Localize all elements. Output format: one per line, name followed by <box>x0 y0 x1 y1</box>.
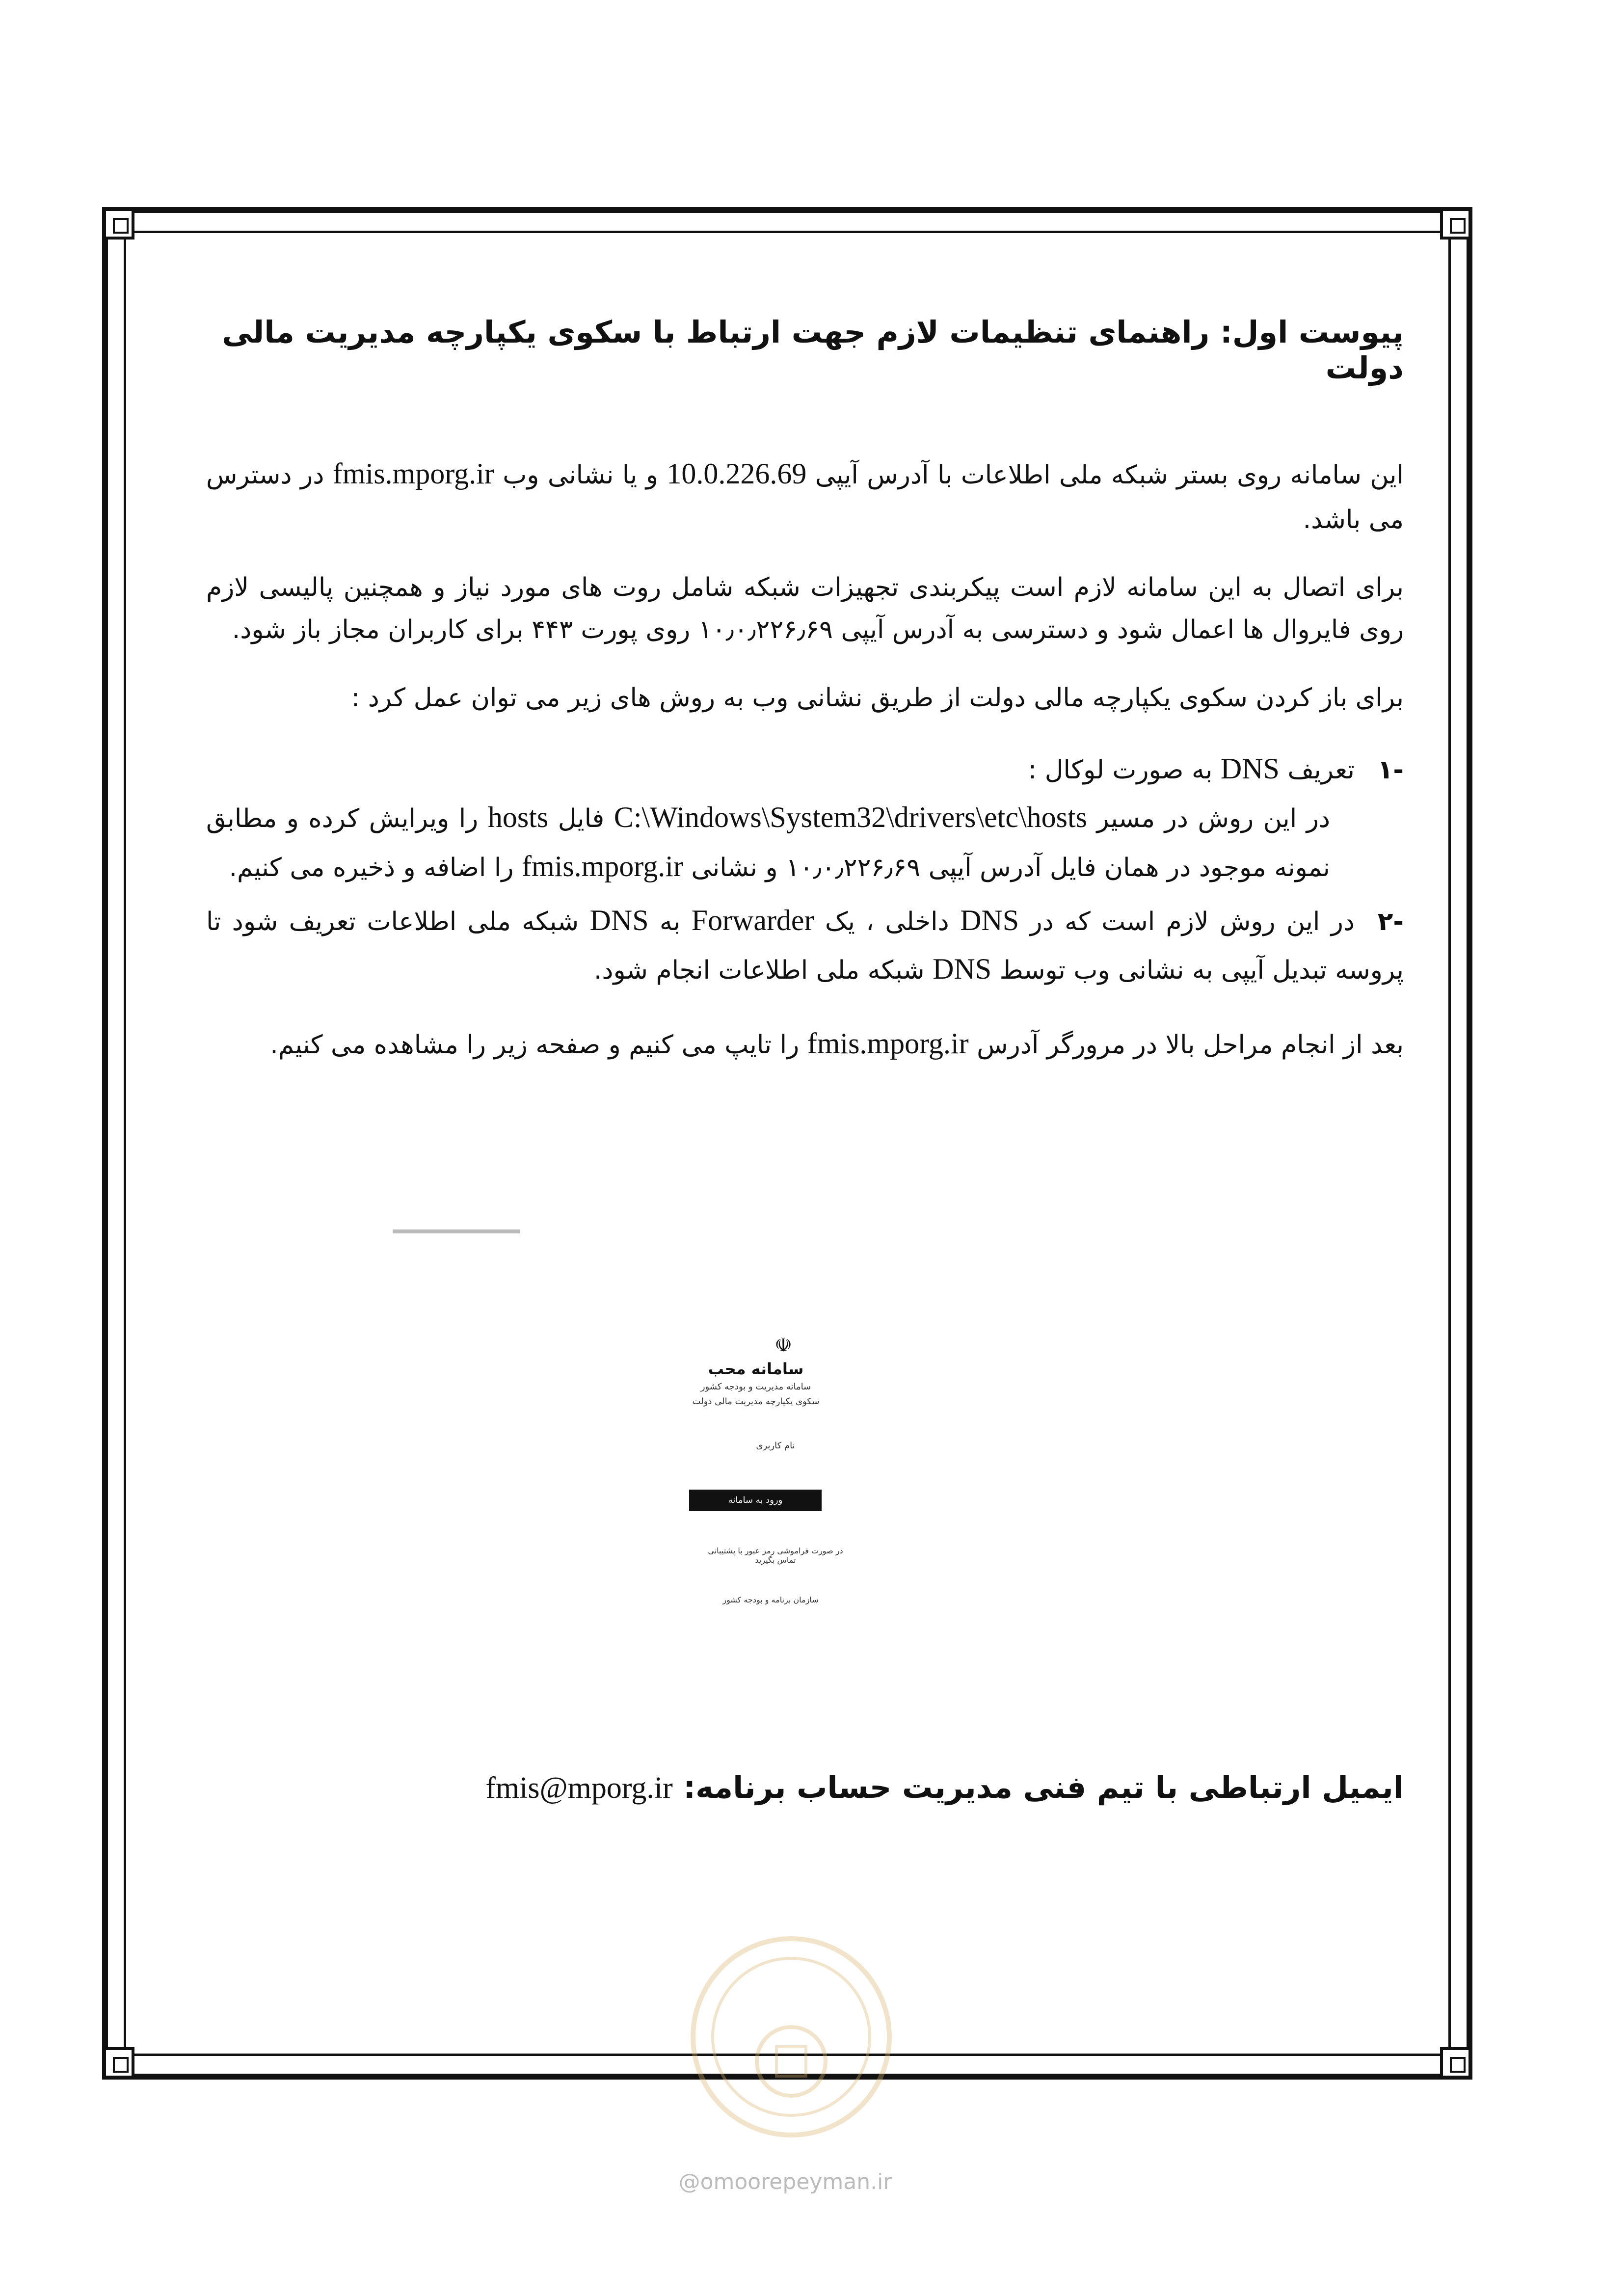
screenshot-footer: سازمان برنامه و بودجه کشور <box>722 1595 819 1604</box>
watermark-seal-icon <box>644 1914 938 2160</box>
screenshot-title: سامانه محب <box>708 1360 804 1378</box>
network-config-paragraph: برای اتصال به این سامانه لازم است پیکربندی تجهیزات شبکه شامل روت های مورد نیاز و همچنین پالیسی لازم روی فایروال ها اعمال شود و دسترسی به آدرس آیپی ۱۰٫۰٫۲۲۶٫۶۹ روی پورت ۴۴۳ برای کاربران مجاز باز شود. <box>206 572 1404 645</box>
screenshot-help-line: در صورت فراموشی رمز عبور با پشتیبانی تماس بگیرید <box>708 1546 843 1565</box>
browser-url: fmis.mporg.ir <box>807 1027 969 1060</box>
method-2-number: -۲ <box>1377 907 1404 936</box>
emblem-icon: ☫ <box>774 1334 792 1357</box>
method-1-heading-text-1: تعریف <box>1279 755 1355 785</box>
method-1-text-3: را ویرایش کرده و مطابق نمونه موجود در همان فایل آدرس آیپی ۱۰٫۰٫۲۲۶٫۶۹ و نشانی <box>206 804 1330 883</box>
frame-corner-bottom-right <box>1440 2047 1471 2079</box>
method-1-text-1: در این روش در مسیر <box>1087 804 1330 834</box>
browser-paragraph <box>206 1019 1404 1068</box>
frame-corner-top-left <box>103 208 134 240</box>
method-1-heading-dns: DNS <box>1220 752 1280 785</box>
method-1-text-4: را اضافه و ذخیره می کنیم. <box>229 853 522 883</box>
screenshot-field-label: نام کاربری <box>756 1441 795 1451</box>
document-title: پیوست اول: راهنمای تنظیمات لازم جهت ارتباط با سکوی یکپارچه مدیریت مالی دولت <box>222 314 1404 386</box>
intro-ip: 10.0.226.69 <box>667 457 807 490</box>
method-2-body <box>206 896 1404 994</box>
method-2-text-1: در این روش لازم است که در <box>1019 907 1355 936</box>
intro-paragraph <box>206 450 1404 541</box>
method-2-text-3: به <box>648 907 692 936</box>
contact-email: fmis@mporg.ir <box>485 1771 673 1805</box>
method-1-heading-text-2: به صورت لوکال : <box>1028 755 1221 785</box>
method-2-text-2: داخلی ، یک <box>814 907 961 936</box>
intro-text-2: و یا نشانی وب <box>494 460 667 490</box>
screenshot-subtitle-2: سکوی یکپارچه مدیریت مالی دولت <box>692 1396 820 1407</box>
document-body <box>206 314 1404 1094</box>
contact-line <box>206 1769 1404 1806</box>
method-1-number: -۱ <box>1377 755 1404 785</box>
method-1-heading <box>206 745 1404 794</box>
hosts-word: hosts <box>487 801 549 834</box>
method-2 <box>206 896 1404 994</box>
method-2-text-5: شبکه ملی اطلاعات انجام شود. <box>593 956 933 986</box>
intro-text-1: این سامانه روی بستر شبکه ملی اطلاعات با آدرس آیپی <box>806 460 1404 490</box>
method-2-dns-1: DNS <box>960 904 1019 936</box>
method-2-forwarder: Forwarder <box>691 904 814 936</box>
method-2-text-4: شبکه ملی اطلاعات تعریف شود تا پروسه تبدیل آیپی به نشانی وب توسط <box>206 907 1404 986</box>
contact-label: ایمیل ارتباطی با تیم فنی مدیریت حساب برنامه: <box>683 1769 1404 1805</box>
frame-corner-bottom-left <box>103 2047 134 2079</box>
method-2-dns-2: DNS <box>589 904 649 936</box>
method-2-dns-3: DNS <box>933 953 992 986</box>
screenshot-subtitle: سامانه مدیریت و بودجه کشور <box>700 1382 811 1392</box>
method-1-body <box>206 793 1330 891</box>
screenshot-browser-bar <box>393 1229 520 1233</box>
browser-text-2: را تایپ می کنیم و صفحه زیر را مشاهده می کنیم. <box>270 1030 807 1060</box>
method-1-text-2: فایل <box>548 804 614 834</box>
method-1-url: fmis.mporg.ir <box>521 850 683 883</box>
intro-text-3: در دسترس می باشد. <box>206 460 1404 534</box>
hosts-path: C:\Windows\System32\drivers\etc\hosts <box>614 801 1088 834</box>
screenshot-login-button: ورود به سامانه <box>689 1490 822 1511</box>
methods-intro-paragraph: برای باز کردن سکوی یکپارچه مالی دولت از طریق نشانی وب به روش های زیر می توان عمل کرد : <box>351 683 1404 713</box>
intro-url: fmis.mporg.ir <box>332 457 494 490</box>
method-1 <box>206 745 1404 891</box>
browser-text-1: بعد از انجام مراحل بالا در مرورگر آدرس <box>968 1030 1404 1060</box>
watermark-site: @omoorepeyman.ir <box>678 2169 892 2194</box>
frame-corner-top-right <box>1440 208 1471 240</box>
